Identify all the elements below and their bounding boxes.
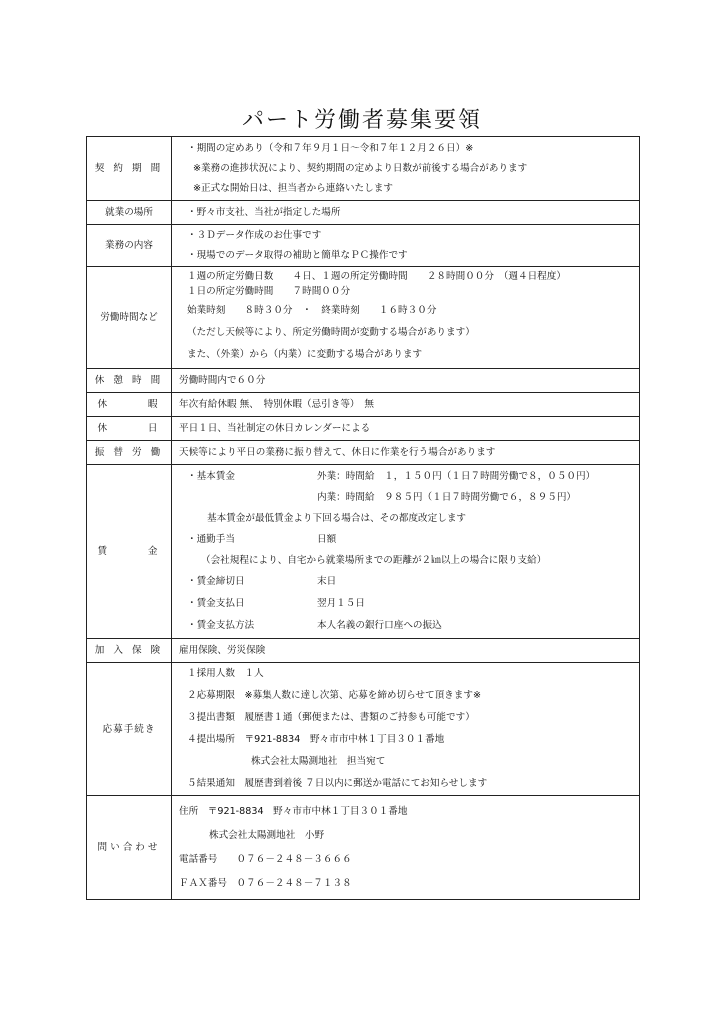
wage-commute-value: 日額 [317, 534, 337, 545]
row-contract-period [87, 137, 640, 201]
row-leave [87, 393, 640, 417]
row-working-hours [87, 267, 640, 369]
row-job-content [87, 225, 640, 267]
row-inquiry [87, 796, 640, 900]
page-title: パート労働者募集要領 [241, 108, 482, 133]
label-break-time: 休 憩 時 間 [87, 369, 172, 393]
holiday-line: 平日１日、当社制定の休日カレンダーによる [179, 422, 371, 434]
job-line: ・現場でのデータ取得の補助と簡単なＰＣ操作です [187, 249, 408, 261]
contact-fax: ＦＡＸ番号 ０７６－２４８－７１３８ [179, 878, 352, 889]
label-working-hours: 労働時間など [87, 267, 172, 369]
leave-line: 年次有給休暇 無、 特別休暇（忌引き等） 無 [179, 398, 374, 410]
hours-line: 始業時刻 ８時３０分 ・ 終業時刻 １６時３０分 [187, 305, 437, 316]
apply-line: ３提出書類 履歴書１通（郵便または、書類のご持参も可能です） [187, 712, 475, 723]
apply-line: ４提出場所 〒921-8834 野々市市中林１丁目３０１番地 [187, 734, 445, 745]
wage-method-value: 本人名義の銀行口座への振込 [317, 620, 442, 631]
hours-line: また、（外業）から（内業）に変動する場合があります [187, 349, 423, 360]
job-line: ・３Ｄデータ作成のお仕事です [187, 229, 322, 241]
apply-line: ２応募期限 ※募集人数に達し次第、応募を締め切らせて頂きます※ [187, 690, 482, 701]
label-workplace: 就業の場所 [87, 201, 172, 225]
insurance-line: 雇用保険、労災保険 [179, 644, 266, 656]
row-wage [87, 465, 640, 639]
contact-phone: 電話番号 ０７６－２４８－３６６６ [179, 854, 352, 865]
label-inquiry: 問い合わせ [87, 796, 172, 900]
row-holiday [87, 417, 640, 441]
wage-commute-row [179, 529, 639, 550]
apply-line: ５結果通知 履歴書到着後 ７日以内に郵送か電話にてお知らせします [187, 778, 488, 789]
label-holiday: 休 日 [87, 417, 172, 441]
contract-line: ※業務の進捗状況により、契約期間の定めより日数が前後する場合があります [193, 162, 528, 174]
wage-outside: 外業：時間給 １，１５０円（１日７時間労働で８，０５０円） [317, 471, 596, 482]
row-application [87, 663, 640, 796]
row-substitute-work [87, 441, 640, 465]
wage-method-label: ・賃金支払方法 [187, 620, 255, 631]
label-substitute-work: 振 替 労 働 [87, 441, 172, 465]
wage-method-row [179, 615, 639, 637]
wage-payday-label: ・賃金支払日 [187, 598, 245, 609]
recruitment-table [86, 136, 640, 900]
contract-line: ・期間の定めあり（令和７年９月１日～令和７年１２月２６日）※ [187, 142, 474, 154]
label-wage: 賃 金 [87, 465, 172, 639]
contact-address: 住所 〒921-8834 野々市市中林１丁目３０１番地 [179, 806, 408, 817]
substitute-line: 天候等により平日の業務に振り替えて、休日に作業を行う場合があります [179, 446, 496, 458]
wage-payday-value: 翌月１５日 [317, 598, 365, 609]
break-line: 労働時間内で６０分 [179, 374, 266, 386]
hours-line: １日の所定労働時間 ７時間００分 [187, 286, 351, 297]
label-contract-period: 契 約 期 間 [87, 137, 172, 201]
hours-line: １週の所定労働日数 ４日、１週の所定労働時間 ２８時間００分 （週４日程度） [187, 271, 566, 282]
label-insurance: 加 入 保 険 [87, 639, 172, 663]
row-break-time [87, 369, 640, 393]
wage-note: 基本賃金が最低賃金より下回る場合は、その都度改定します [207, 513, 467, 524]
apply-line: 株式会社太陽測地社 担当宛て [251, 756, 386, 767]
wage-cutoff-value: 末日 [317, 576, 337, 587]
wage-cutoff-label: ・賃金締切日 [187, 576, 245, 587]
label-application: 応募手続き [87, 663, 172, 796]
label-job-content: 業務の内容 [87, 225, 172, 267]
wage-commute-note: （会社規程により、自宅から就業場所までの距離が２㎞以上の場合に限り支給） [201, 555, 547, 566]
wage-base-row [179, 466, 639, 487]
contact-company: 株式会社太陽測地社 小野 [209, 830, 325, 841]
wage-commute-label: ・通勤手当 [187, 534, 235, 545]
workplace-line: ・野々市支社、当社が指定した場所 [187, 206, 341, 218]
wage-payday-row [179, 593, 639, 615]
wage-inside: 内業：時間給 ９８５円（１日７時間労働で６，８９５円） [317, 492, 577, 503]
label-leave: 休 暇 [87, 393, 172, 417]
wage-base-label: ・基本賃金 [187, 471, 235, 482]
hours-line: （ただし天候等により、所定労働時間が変動する場合があります） [187, 327, 475, 338]
apply-line: １採用人数 １人 [187, 668, 264, 679]
row-workplace [87, 201, 640, 225]
contract-line: ※正式な開始日は、担当者から連絡いたします [193, 182, 393, 194]
row-insurance [87, 639, 640, 663]
wage-cutoff-row [179, 571, 639, 593]
